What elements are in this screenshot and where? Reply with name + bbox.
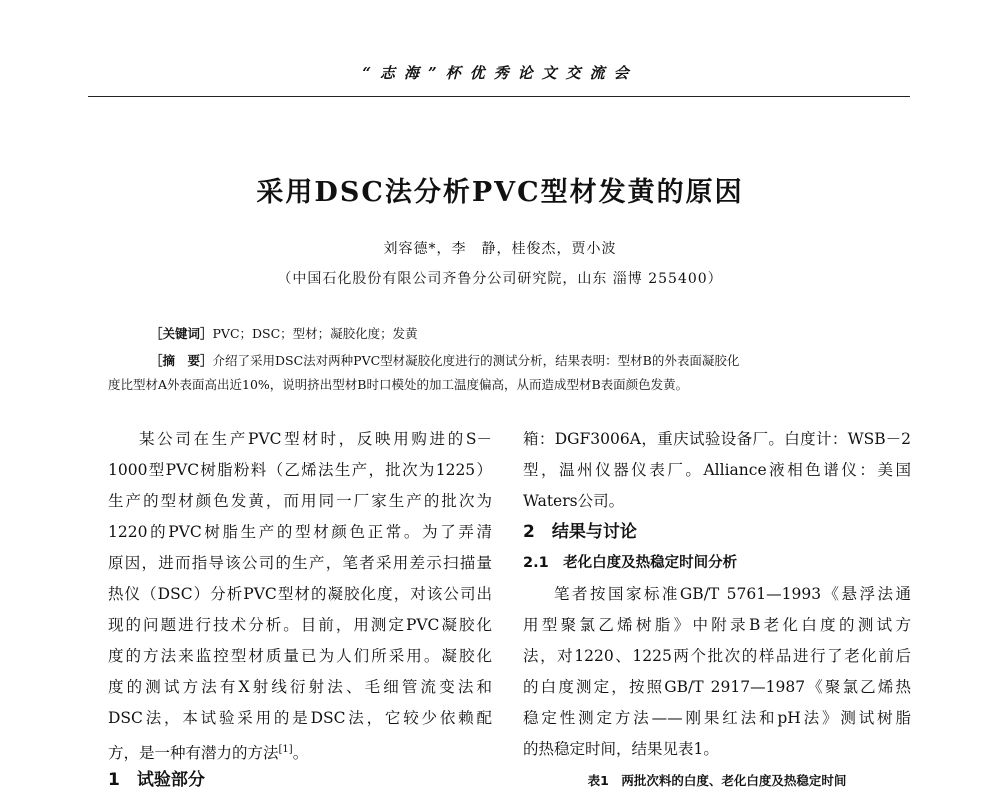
text-line: 度的测试方法有X射线衍射法、毛细管流变法和 xyxy=(108,678,492,696)
keywords-label: ［关键词］ xyxy=(150,326,213,341)
text-line: 度的方法来监控型材质量已为人们所采用。凝胶化 xyxy=(108,647,492,665)
section-heading-1: 1 试验部分 xyxy=(108,770,205,790)
sentence-end: 。 xyxy=(292,744,309,763)
right-column xyxy=(523,424,911,796)
text-line-last xyxy=(108,734,492,765)
paper-title: 采用DSC法分析PVC型材发黄的原因 xyxy=(256,177,744,208)
abstract-label: ［摘 要］ xyxy=(150,353,213,368)
text-line: 型，温州仪器仪表厂。Alliance液相色谱仪：美国 xyxy=(523,461,911,479)
text-line: 原因，进而指导该公司的生产，笔者采用差示扫描量 xyxy=(108,554,492,572)
text-line: 笔者按国家标准GB/T 5761—1993《悬浮法通 xyxy=(554,585,911,603)
abstract-line-2: 度比型材A外表面高出近10%，说明挤出型材B时口模处的加工温度偏高，从而造成型材B表面颜色发黄。 xyxy=(108,377,689,392)
table-caption: 表1 两批次料的白度、老化白度及热稳定时间 xyxy=(587,773,847,788)
header-rule xyxy=(88,96,910,97)
section-heading-2: 2 结果与讨论 xyxy=(523,522,637,542)
text-line: 热仪（DSC）分析PVC型材的凝胶化度，对该公司出 xyxy=(108,585,492,603)
text-line: DSC法，本试验采用的是DSC法，它较少依赖配 xyxy=(108,709,492,727)
keywords-text: PVC；DSC；型材；凝胶化度；发黄 xyxy=(212,326,418,341)
author-list: 刘容德*，李 静，桂俊杰，贾小波 xyxy=(383,241,617,257)
abstract xyxy=(150,349,910,373)
abstract-line-1: 介绍了采用DSC法对两种PVC型材凝胶化度进行的测试分析，结果表明：型材B的外表面凝胶化 xyxy=(212,353,740,368)
text-line: 的热稳定时间，结果见表1。 xyxy=(523,740,719,758)
citation-ref: [1] xyxy=(278,744,293,755)
text-line: 用型聚氯乙烯树脂》中附录B老化白度的测试方 xyxy=(523,616,911,634)
text-line: 的白度测定，按照GB/T 2917—1987《聚氯乙烯热 xyxy=(523,678,911,696)
text-line: 现的问题进行技术分析。目前，用测定PVC凝胶化 xyxy=(108,616,492,634)
text-line: 生产的型材颜色发黄，而用同一厂家生产的批次为 xyxy=(108,492,492,510)
text-line: 法，对1220、1225两个批次的样品进行了老化前后 xyxy=(523,647,911,665)
affiliation: （中国石化股份有限公司齐鲁分公司研究院，山东 淄博 255400） xyxy=(277,271,723,287)
text-line-last-body: 方，是一种有潜力的方法 xyxy=(108,744,279,763)
keywords xyxy=(150,323,910,345)
text-line: 1000型PVC树脂粉料（乙烯法生产，批次为1225） xyxy=(108,461,492,479)
text-line: 箱：DGF3006A，重庆试验设备厂。白度计：WSB－2 xyxy=(523,430,911,448)
left-column xyxy=(108,424,492,796)
text-line: 某公司在生产PVC型材时，反映用购进的S－ xyxy=(139,430,492,448)
running-header: “志海”杯优秀论文交流会 xyxy=(362,64,638,82)
subsection-heading-2-1: 2.1 老化白度及热稳定时间分析 xyxy=(523,555,738,571)
text-line: Waters公司。 xyxy=(523,492,625,510)
text-line: 1220的PVC树脂生产的型材颜色正常。为了弄清 xyxy=(108,523,492,541)
text-line: 稳定性测定方法——刚果红法和pH法》测试树脂 xyxy=(523,709,911,727)
